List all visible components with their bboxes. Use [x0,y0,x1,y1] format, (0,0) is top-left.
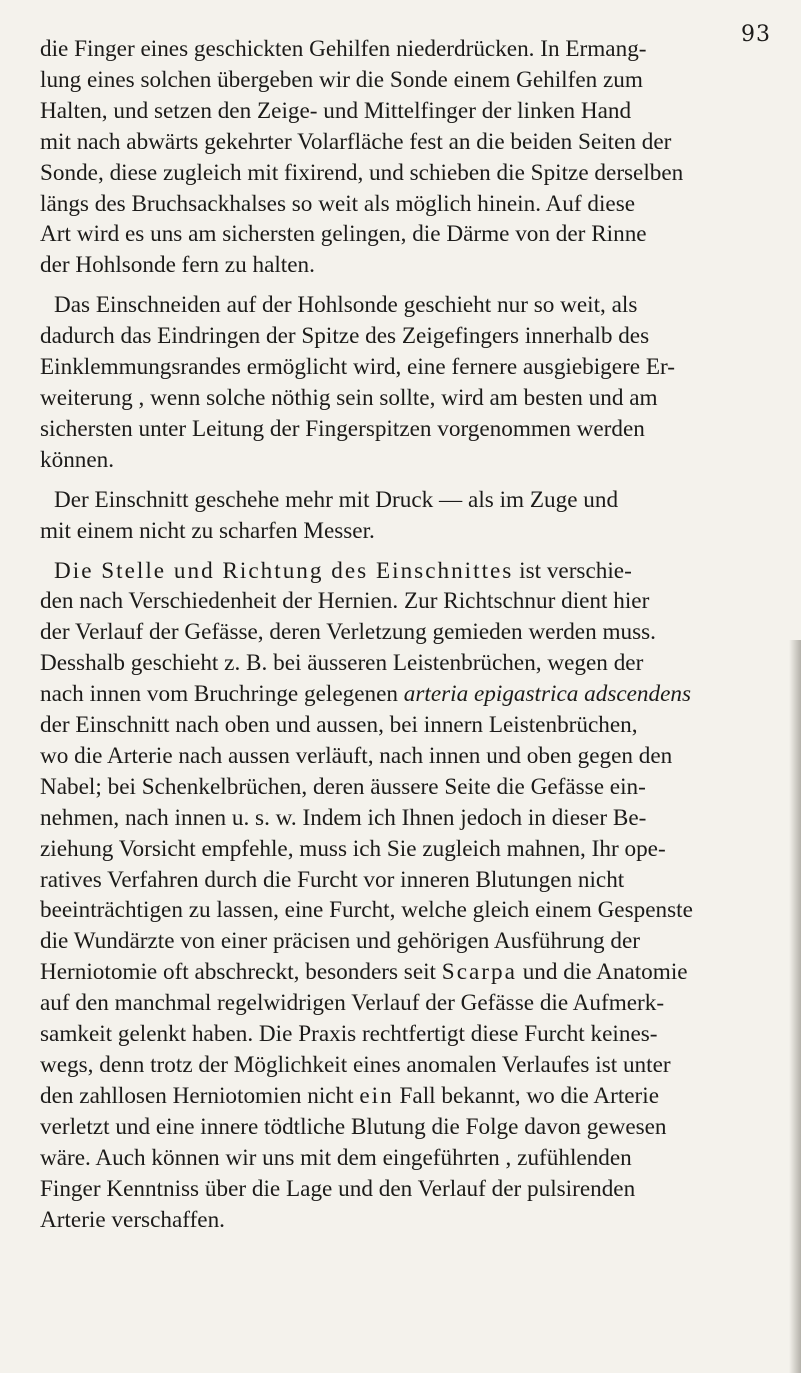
text-line: längs des Bruchsackhalses so weit als möglich hinein. Auf diese [40,190,636,217]
text-line: wegs, denn trotz der Möglichkeit eines anomalen Verlaufes ist unter [40,1052,671,1078]
text-line: Einklemmungsrandes ermöglicht wird, eine fernere ausgiebigere Er- [40,354,676,381]
page-number: 93 [741,22,771,47]
text-line: Arterie verschaffen. [40,1206,225,1233]
text-line: Art wird es uns am sichersten gelingen, die Därme von der Rinne [40,221,647,248]
text-line [40,1081,768,1112]
text-line: der Einschnitt nach oben und aussen, bei innern Leistenbrüchen, [40,712,638,739]
text-line: Der Einschnitt geschehe mehr mit Druck — als im Zuge und [54,486,619,513]
text-line: die Finger eines geschickten Gehilfen niederdrücken. In Ermang- [40,36,647,62]
text-line: lung eines solchen übergeben wir die Sonde einem Gehilfen zum [40,66,643,93]
text-line: ziehung Vorsicht empfehle, muss ich Sie zugleich mahnen, Ihr ope- [40,835,666,862]
text-line: die Wundärzte von einer präcisen und gehörigen Ausführung der [40,928,641,955]
italic-term: arteria epigastrica adscendens [403,681,692,708]
text-run: und die Anatomie [516,959,688,986]
text-line: nehmen, nach innen u. s. w. Indem ich Ihnen jedoch in dieser Be- [40,804,647,831]
text-line: Nabel; bei Schenkelbrüchen, deren äussere Seite die Gefässe ein- [40,773,646,800]
text-line: Halten, und setzen den Zeige- und Mittelfinger der linken Hand [40,97,632,124]
text-line [40,679,768,710]
paragraph-4 [40,556,768,1236]
text-line: der Verlauf der Gefässe, deren Verletzung gemieden werden muss. [40,619,656,646]
text-line: beeinträchtigen zu lassen, eine Furcht, welche gleich einem Gespenste [40,897,693,924]
text-line: den nach Verschiedenheit der Hernien. Zur Richtschnur dient hier [40,588,650,615]
text-line: sichersten unter Leitung der Fingerspitzen vorgenommen werden [40,415,645,442]
text-line: Desshalb geschieht z. B. bei äusseren Leistenbrüchen, wegen der [40,650,644,677]
text-line: wo die Arterie nach aussen verläuft, nach innen und oben gegen den [40,742,673,769]
text-line: der Hohlsonde fern zu halten. [40,252,315,279]
spaced-word-ein: ein [359,1082,394,1109]
text-line: verletzt und eine innere tödtliche Blutung die Folge davon gewesen [40,1113,667,1140]
text-run: den zahllosen Herniotomien nicht [40,1082,360,1109]
text-line: Sonde, diese zugleich mit fixirend, und schieben die Spitze derselben [40,159,684,186]
text-run: ist verschie- [513,557,632,584]
text-line: wäre. Auch können wir uns mit dem eingeführten , zufühlenden [40,1144,632,1171]
paragraph-3 [40,485,768,547]
text-line: Das Einschneiden auf der Hohlsonde geschieht nur so weit, als [54,292,638,319]
text-run: nach innen vom Bruchringe gelegenen [40,681,404,708]
text-line: Finger Kenntniss über die Lage und den Verlauf der pulsirenden [40,1175,636,1202]
text-line: ratives Verfahren durch die Furcht vor inneren Blutungen nicht [40,866,625,893]
paragraph-1 [40,34,768,281]
spaced-emphasis: Die Stelle und Richtung des Einschnittes [54,557,514,584]
paragraph-2 [40,290,768,475]
spaced-name-scarpa: Scarpa [441,959,517,986]
text-run: Fall bekannt, wo die Arterie [393,1082,660,1109]
text-line: können. [40,446,115,473]
text-line: mit einem nicht zu scharfen Messer. [40,517,375,544]
text-line [40,556,768,587]
text-run: Herniotomie oft abschreckt, besonders seit [40,959,442,986]
text-line: weiterung , wenn solche nöthig sein sollte, wird am besten und am [40,384,658,411]
text-line: auf den manchmal regelwidrigen Verlauf der Gefässe die Aufmerk- [40,990,665,1017]
text-line: samkeit gelenkt haben. Die Praxis rechtfertigt diese Furcht keines- [40,1021,658,1048]
text-line: dadurch das Eindringen der Spitze des Zeigefingers innerhalb des [40,323,650,350]
page-edge-shadow [789,640,801,1373]
text-line [40,957,768,988]
body-text [40,34,768,1244]
text-line: mit nach abwärts gekehrter Volarfläche fest an die beiden Seiten der [40,128,672,155]
